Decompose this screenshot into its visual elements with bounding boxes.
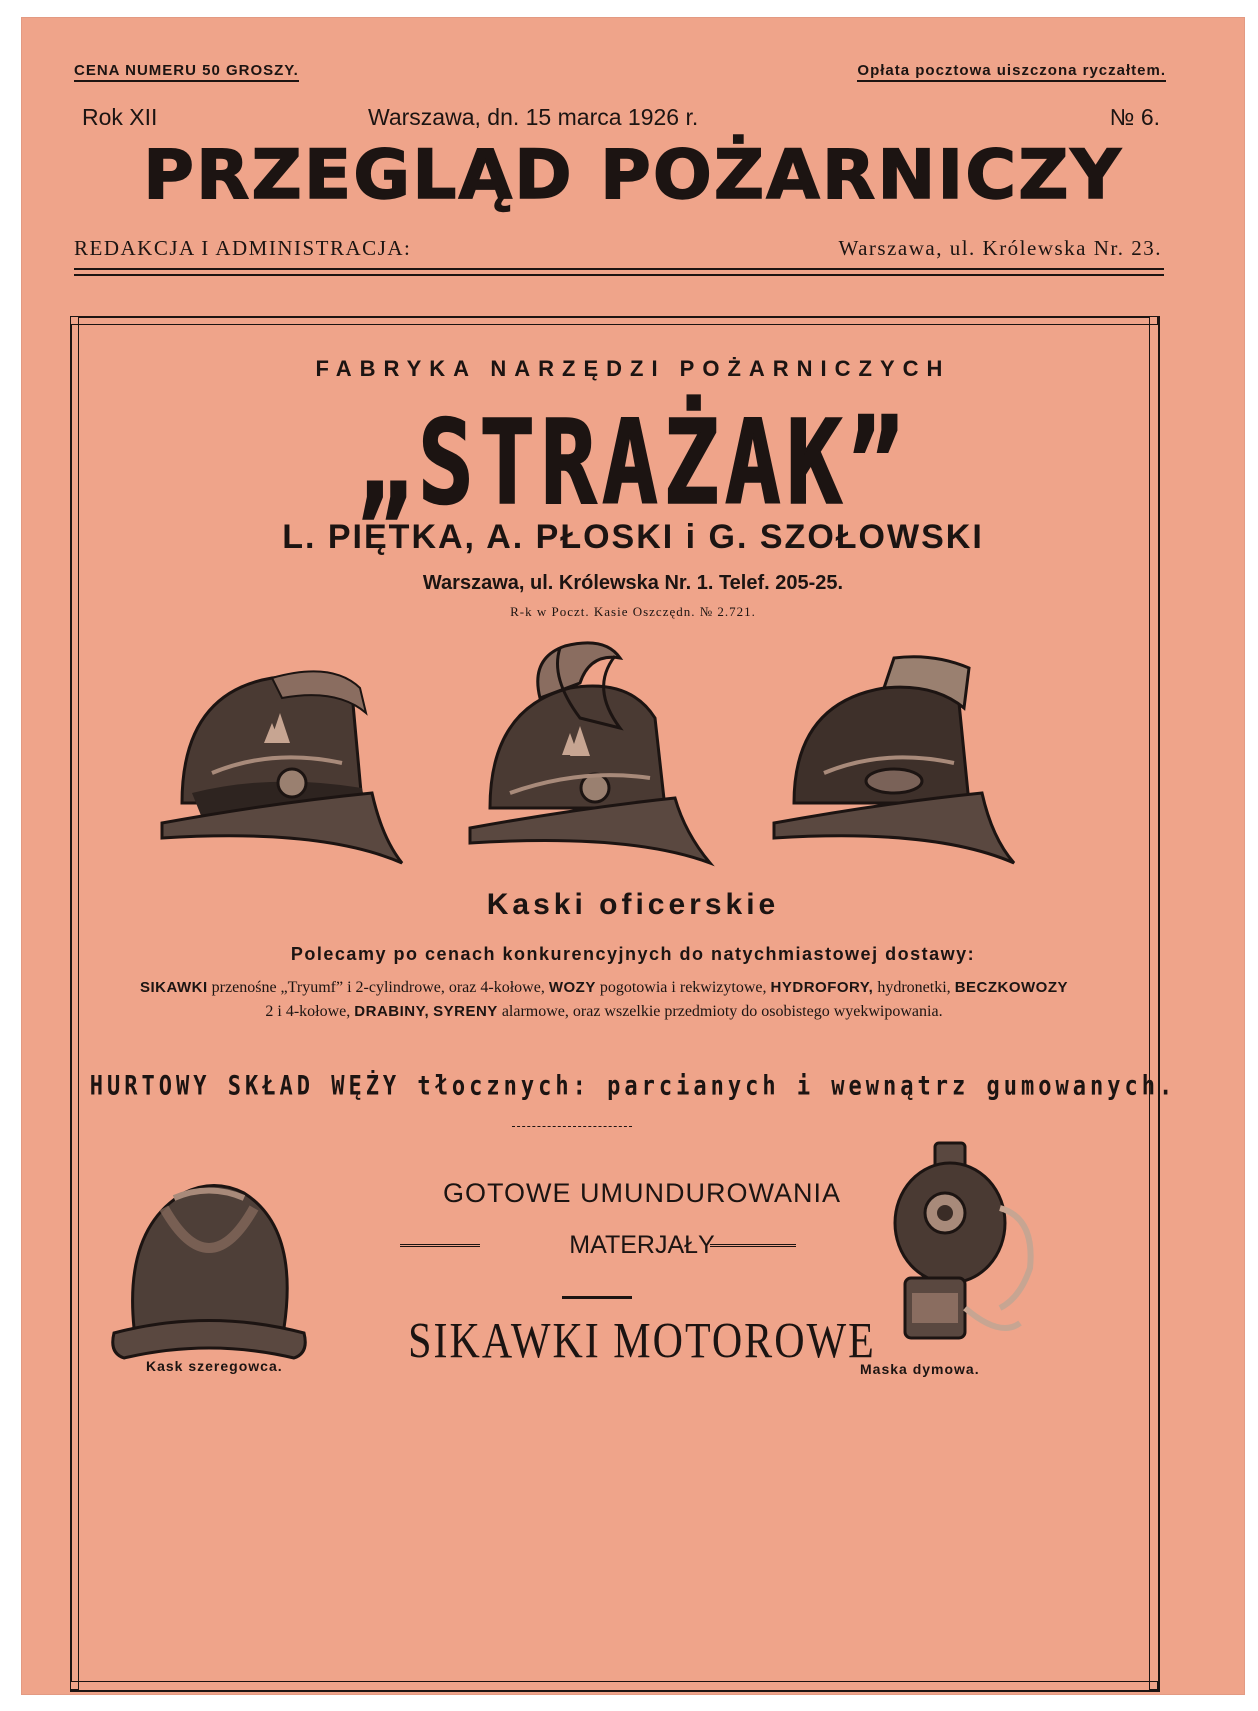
offer-heading: Polecamy po cenach konkurencyjnych do natychmiastowej dostawy:: [290, 944, 976, 964]
factory-name: FABRYKA NARZĘDZI POŻARNICZYCH: [315, 356, 951, 381]
masthead-title: PRZEGLĄD POŻARNICZY: [143, 136, 1123, 215]
owners-line: L. PIĘTKA, A. PŁOSKI i G. SZOŁOWSKI: [282, 518, 984, 556]
officer-helmets-caption: Kaski oficerskie: [486, 888, 780, 921]
product-list: [140, 976, 1068, 1024]
product-name: DRABINY,: [354, 1003, 430, 1020]
officer-helmet-plain-illustration: [734, 653, 1034, 863]
price-note: CENA NUMERU 50 GROSZY.: [74, 62, 299, 82]
ad-address: Warszawa, ul. Królewska Nr. 1. Telef. 205-25.: [422, 572, 844, 594]
frame-corner: [70, 316, 79, 325]
short-rule: [562, 1296, 632, 1299]
year-label: Rok XII: [82, 104, 158, 130]
product-text: alarmowe, oraz wszelkie przedmioty do osobistego wyekwipowania.: [497, 1003, 943, 1020]
editorial-label: REDAKCJA I ADMINISTRACJA:: [74, 236, 412, 260]
product-text: 2 i 4-kołowe,: [265, 1003, 355, 1020]
officer-helmet-crest-illustration: [430, 628, 730, 863]
product-name: SIKAWKI: [140, 979, 208, 996]
editorial-address: Warszawa, ul. Królewska Nr. 23.: [838, 236, 1162, 260]
motor-pumps-line: SIKAWKI MOTOROWE: [408, 1314, 876, 1370]
uniforms-line: GOTOWE UMUNDUROWANIA: [443, 1178, 841, 1208]
issue-date: Warszawa, dn. 15 marca 1926 r.: [368, 104, 699, 130]
product-name: SYRENY: [433, 1003, 498, 1020]
postal-account: R-k w Poczt. Kasie Oszczędn. № 2.721.: [510, 604, 756, 619]
product-name: BECZKOWOZY: [954, 979, 1069, 996]
small-divider: [512, 1126, 632, 1127]
ornament-rule-right: [710, 1244, 796, 1250]
magazine-cover: [22, 18, 1244, 1694]
divider-rule: [74, 268, 1164, 270]
smoke-mask-illustration: [880, 1138, 1040, 1358]
private-helmet-illustration: [104, 1168, 314, 1358]
smoke-mask-caption: Maska dymowa.: [860, 1361, 980, 1377]
product-text: przenośne „Tryumf” i 2-cylindrowe, oraz 4-kołowe,: [207, 979, 549, 996]
materials-line: MATERJAŁY: [569, 1231, 715, 1259]
frame-corner: [1149, 1681, 1158, 1690]
wholesale-hoses-line: HURTOWY SKŁAD WĘŻY tłocznych: parcianych i wewnątrz gumowanych.: [89, 1071, 1177, 1102]
brand-name: „STRAŻAK”: [356, 396, 910, 530]
divider-rule: [74, 274, 1164, 276]
frame-corner: [1149, 316, 1158, 325]
private-helmet-caption: Kask szeregowca.: [146, 1358, 283, 1374]
product-text: pogotowia i rekwizytowe,: [595, 979, 771, 996]
product-name: HYDROFORY,: [770, 979, 874, 996]
issue-number: № 6.: [1109, 104, 1160, 130]
postage-note: Opłata pocztowa uiszczona ryczałtem.: [857, 62, 1166, 82]
frame-corner: [70, 1681, 79, 1690]
product-text: hydronetki,: [873, 979, 955, 996]
product-name: WOZY: [548, 979, 596, 996]
officer-helmet-illustration: [122, 653, 422, 863]
